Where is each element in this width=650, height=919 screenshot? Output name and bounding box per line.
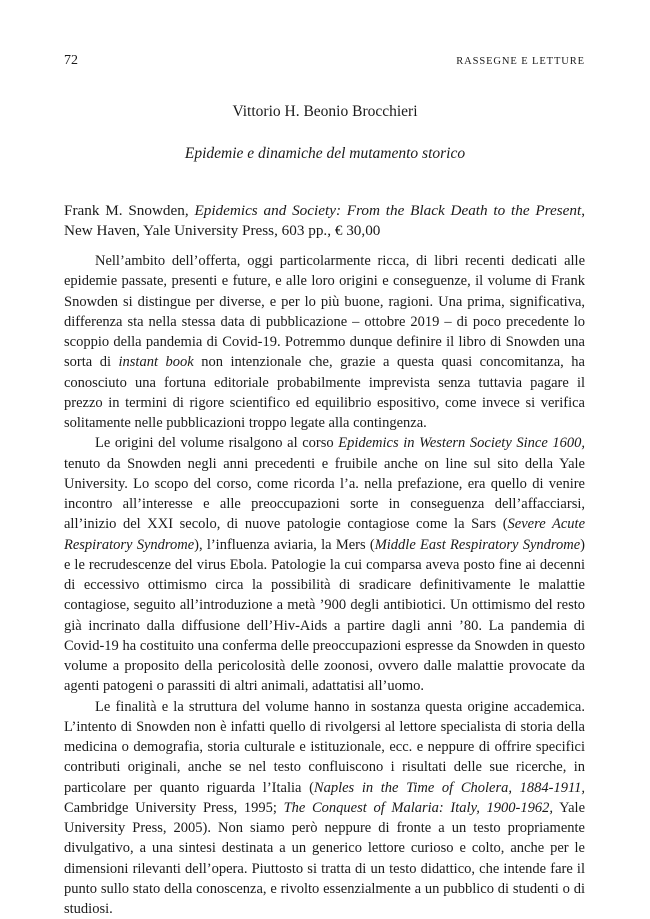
citation-publication: , New Haven, Yale University Press, 603 pp., € 30,00 <box>64 202 585 239</box>
italic-span: Severe Acute Respiratory Syndrome <box>64 516 585 552</box>
paragraph-2 <box>64 433 585 696</box>
text-span: non intenzionale che, grazie a questa quasi concomitanza, ha conosciuto una fortuna editoriale probabilmente imprevista senza tuttavia pagare il prezzo in termini di rigore scientifico ed equilibrio espositivo, come invece si verifica solitamente nelle pubblicazioni troppo legate alla contingenza. <box>64 354 585 431</box>
review-body <box>64 251 585 919</box>
text-span: Yale University Press, 2005). Non siamo però neppure di fronte a un testo propriamente divulgativo, a una sintesi destinata a un generico lettore curioso e colto, anche per le dimensioni rilevanti dell’opera. Piuttosto si tratta di un testo didattico, che intende fare il punto sullo stato della conoscenza, e rivolto essenzialmente a un pubblico di studenti o di studiosi. <box>64 800 585 917</box>
text-span: Cambridge University Press, 1995; <box>64 800 284 816</box>
text-span: ), l’influenza aviaria, la Mers ( <box>194 537 375 553</box>
citation-author: Frank M. Snowden, <box>64 202 194 219</box>
italic-span: Middle East Respiratory Syndrome <box>375 537 580 553</box>
paragraph-3 <box>64 697 585 919</box>
book-citation <box>64 201 585 242</box>
citation-book-title: Epidemics and Society: From the Black Death to the Present <box>194 202 581 219</box>
article-title: Epidemie e dinamiche del mutamento storico <box>0 145 650 163</box>
italic-span: Epidemics in Western Society Since 1600, <box>338 435 585 451</box>
text-span: tenuto da Snowden negli anni precedenti e fruibile anche on line sul sito della Yale University. Lo scopo del corso, come ricorda l’a. nella prefazione, era quello di venire incontro all’interesse e alle preoccupazioni sorte in conseguenza dell’affacciarsi, all’inizio del XXI secolo, di nuove patologie contagiose come la Sars ( <box>64 456 585 533</box>
text-span: ) e le recrudescenze del virus Ebola. Patologie la cui comparsa aveva posto fine ai decenni di eccessivo ottimismo circa la possibilità di sradicare definitivamente le malattie contagiose, seguito all’introduzione a metà ’900 degli antibiotici. Un ottimismo del resto già incrinato dalla diffusione dell’Hiv-Aids a partire dagli anni ’80. La pandemia di Covid-19 ha costituito una conferma delle preoccupazioni espresse da Snowden in questo volume a proposito della pericolosità delle zoonosi, ovvero dalle malattie provocate da agenti patogeni o parassiti di altri animali, adattatisi all’uomo. <box>64 537 585 695</box>
article-author: Vittorio H. Beonio Brocchieri <box>0 103 650 121</box>
page-number: 72 <box>64 53 78 69</box>
text-span: Le finalità e la struttura del volume hanno in sostanza questa origine accademica. L’intento di Snowden non è infatti quello di rivolgersi al lettore specialista di storia della medicina o demografia, storia culturale e istituzionale, ecc. e neppure di offrire specifici contributi originali, anche se nel testo confluiscono i risultati delle sue ricerche, in particolare per quanto riguarda l’Italia ( <box>64 699 585 796</box>
paragraph-1 <box>64 251 585 433</box>
text-span: Nell’ambito dell’offerta, oggi particolarmente ricca, di libri recenti dedicati alle epidemie passate, presenti e future, e alle loro origini e conseguenze, il volume di Frank Snowden si distingue per diverse, e per lo più buone, ragioni. Una prima, significativa, differenza sta nella stessa data di pubblicazione – ottobre 2019 – di poco precedente lo scoppio della pandemia di Covid-19. Potremmo dunque definire il libro di Snowden una sorta di <box>64 253 585 370</box>
italic-span: The Conquest of Malaria: Italy, 1900-1962, <box>284 800 553 816</box>
running-head <box>64 53 585 69</box>
text-span: Le origini del volume risalgono al corso <box>95 435 338 451</box>
section-title: RASSEGNE E LETTURE <box>456 56 585 67</box>
italic-span: Naples in the Time of Cholera, 1884-1911, <box>314 780 585 796</box>
italic-span: instant book <box>119 354 194 370</box>
